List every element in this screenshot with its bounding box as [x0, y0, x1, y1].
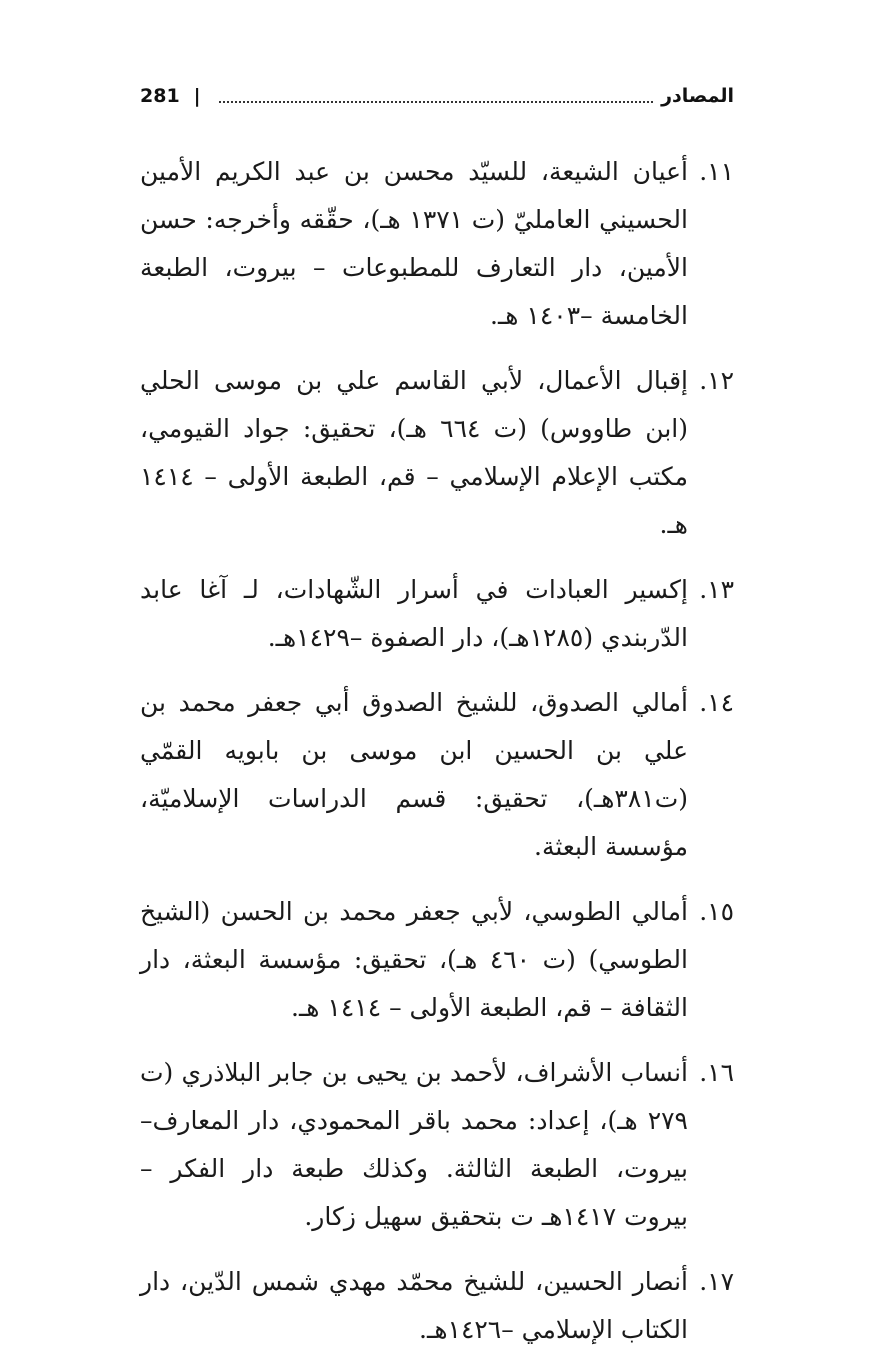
bibliography-entry — [140, 1049, 734, 1241]
entry-text: إقبال الأعمال، لأبي القاسم علي بن موسى الحلي (ابن طاووس) (ت ٦٦٤ هـ)، تحقيق: جواد القيومي، مكتب الإعلام الإسلامي – قم، الطبعة الأولى – ١٤١٤ هـ. — [140, 366, 688, 539]
bibliography-entry — [140, 679, 734, 871]
entry-number: ١٣. — [699, 575, 734, 604]
bibliography-list — [140, 148, 734, 1354]
header-separator: | — [193, 85, 201, 107]
bibliography-entry — [140, 888, 734, 1032]
entry-text: إكسير العبادات في أسرار الشّهادات، لـ آغا عابد الدّربندي (١٢٨٥هـ)، دار الصفوة –١٤٢٩هـ. — [140, 575, 688, 652]
entry-text: أمالي الطوسي، لأبي جعفر محمد بن الحسن (الشيخ الطوسي) (ت ٤٦٠ هـ)، تحقيق: مؤسسة البعثة، دار الثقافة – قم، الطبعة الأولى – ١٤١٤ هـ. — [140, 897, 688, 1022]
bibliography-entry — [140, 148, 734, 340]
chapter-title: المصادر — [661, 85, 734, 107]
entry-text: أنساب الأشراف، لأحمد بن يحيى بن جابر البلاذري (ت ٢٧٩ هـ)، إعداد: محمد باقر المحمودي، دار المعارف– بيروت، الطبعة الثالثة. وكذلك طبعة دار الفكر – بيروت ١٤١٧هـ ت بتحقيق سهيل زكار. — [140, 1058, 688, 1231]
bibliography-entry — [140, 566, 734, 662]
running-header — [140, 78, 734, 114]
entry-number: ١١. — [699, 157, 734, 186]
leader-dots — [219, 101, 653, 103]
bibliography-entry — [140, 1258, 734, 1354]
entry-number: ١٤. — [699, 688, 734, 717]
page-number: 281 — [140, 85, 180, 107]
entry-number: ١٦. — [699, 1058, 734, 1087]
entry-number: ١٧. — [699, 1267, 734, 1296]
entry-text: أنصار الحسين، للشيخ محمّد مهدي شمس الدّين، دار الكتاب الإسلامي –١٤٢٦هـ. — [140, 1267, 688, 1344]
entry-number: ١٢. — [699, 366, 734, 395]
entry-text: أمالي الصدوق، للشيخ الصدوق أبي جعفر محمد بن علي بن الحسين ابن موسى بن بابويه القمّي (ت٣٨١هـ)، تحقيق: قسم الدراسات الإسلاميّة، مؤسسة البعثة. — [140, 688, 688, 861]
entry-number: ١٥. — [699, 897, 734, 926]
entry-text: أعيان الشيعة، للسيّد محسن بن عبد الكريم الأمين الحسيني العامليّ (ت ١٣٧١ هـ)، حقّقه وأخرجه: حسن الأمين، دار التعارف للمطبوعات – بيروت، الطبعة الخامسة –١٤٠٣ هـ. — [140, 157, 688, 330]
bibliography-entry — [140, 357, 734, 549]
